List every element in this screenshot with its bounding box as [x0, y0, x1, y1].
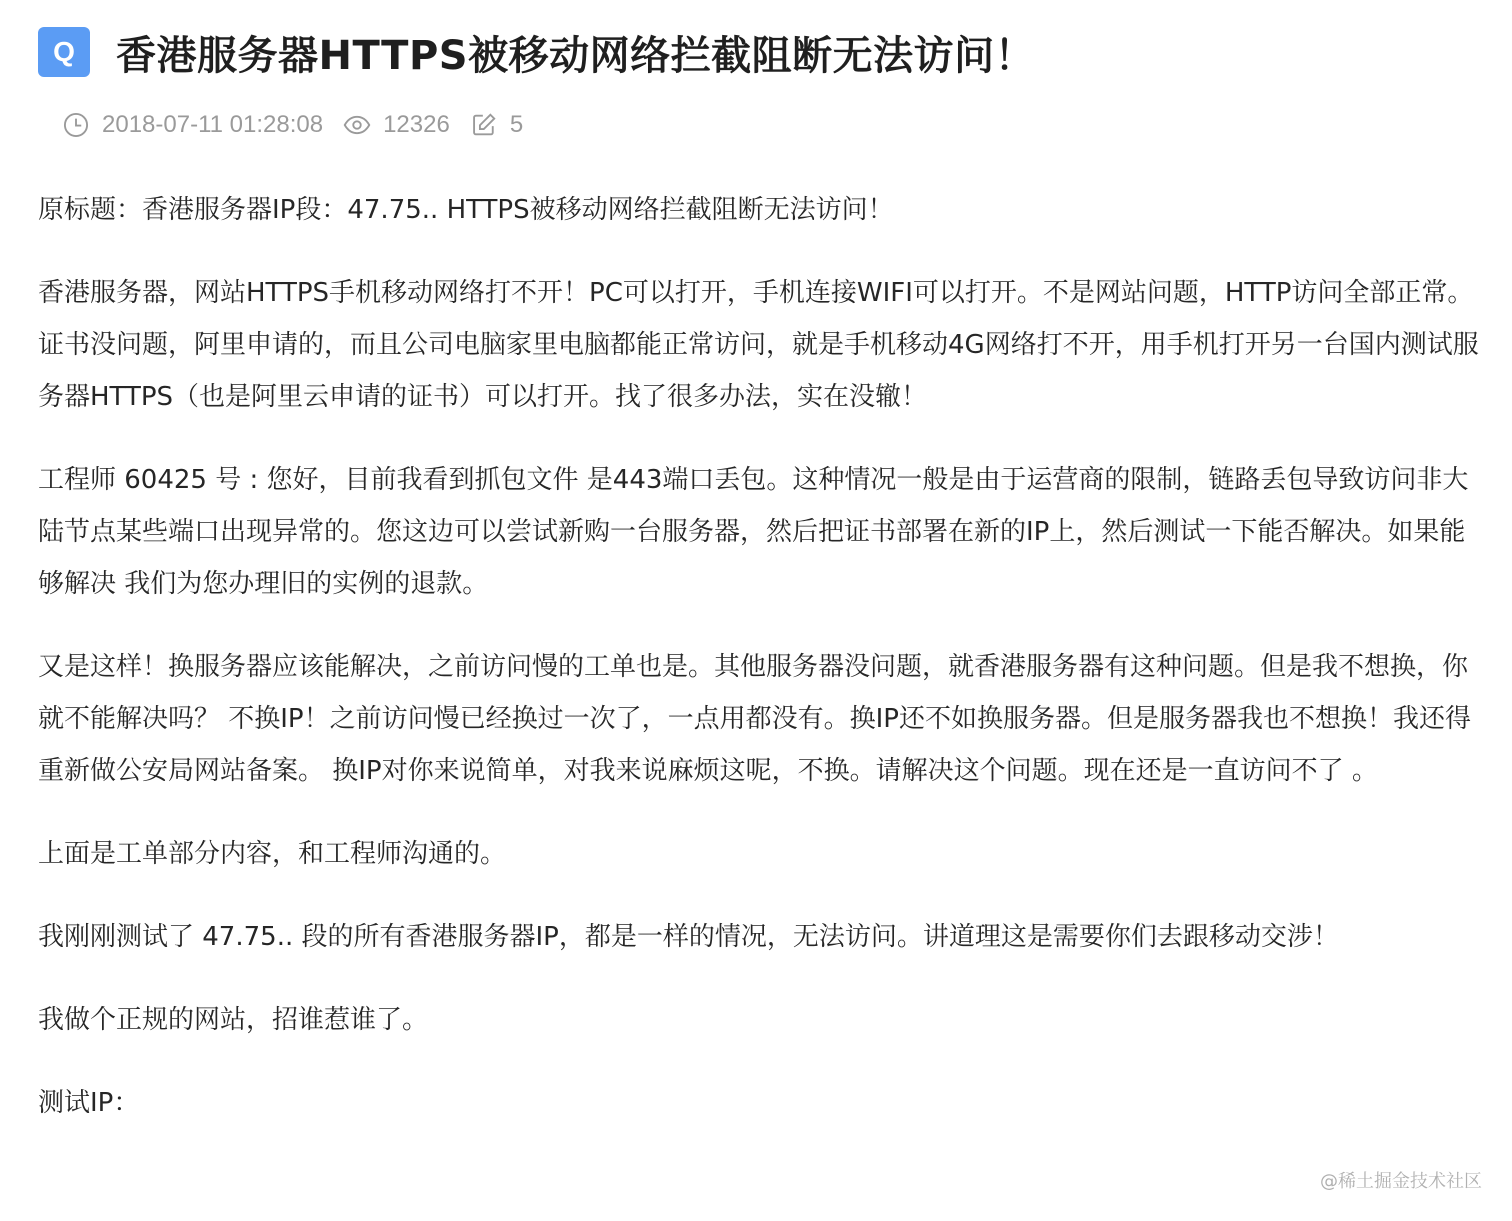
datetime-text: 2018-07-11 01:28:08 [102, 111, 324, 138]
clock-icon [62, 111, 90, 139]
paragraph-user-response: 又是这样！换服务器应该能解决，之前访问慢的工单也是。其他服务器没问题，就香港服务器有这种问题。但是我不想换，你就不能解决吗？ 不换IP！之前访问慢已经换过一次了，一点用都没有。换IP还不如换服务器。但是服务器我也不想换！我还得重新做公安局网站备案。 换IP对你来说简单，对我来说麻烦这呢，不换。请解决这个问题。现在还是一直访问不了 。 [38, 652, 1471, 786]
paragraph-test-result: 我刚刚测试了 47.75.. 段的所有香港服务器IP，都是一样的情况，无法访问。讲道理这是需要你们去跟移动交涉！ [38, 922, 1339, 952]
question-header [38, 24, 1492, 80]
question-body [38, 184, 1488, 1160]
question-meta [62, 106, 543, 144]
paragraph-complaint: 我做个正规的网站，招谁惹谁了。 [38, 1005, 429, 1035]
meta-datetime [62, 111, 323, 139]
edits-count: 5 [509, 111, 524, 138]
views-count: 12326 [383, 111, 450, 138]
question-badge: Q [38, 27, 90, 77]
paragraph-engineer-reply: 工程师 60425 号 : 您好，目前我看到抓包文件 是443端口丢包。这种情况一般是由于运营商的限制，链路丢包导致访问非大陆节点某些端口出现异常的。您这边可以尝试新购一台服务器，然后把证书部署在新的IP上，然后测试一下能否解决。如果能够解决 我们为您办理旧的实例的退款。 [38, 465, 1469, 599]
paragraph-test-ip: 测试IP： [38, 1088, 140, 1118]
page-title: 香港服务器HTTPS被移动网络拦截阻断无法访问！ [116, 32, 1036, 79]
meta-views [343, 111, 450, 139]
paragraph-problem: 香港服务器，网站HTTPS手机移动网络打不开！PC可以打开，手机连接WIFI可以打开。不是网站问题，HTTP访问全部正常。证书没问题，阿里申请的，而且公司电脑家里电脑都能正常访问，就是手机移动4G网络打不开，用手机打开另一台国内测试服务器HTTPS（也是阿里云申请的证书）可以打开。找了很多办法，实在没辙！ [38, 278, 1479, 412]
paragraph-ticket-note: 上面是工单部分内容，和工程师沟通的。 [38, 839, 507, 869]
watermark: @稀土掘金技术社区 [1320, 1171, 1482, 1192]
paragraph-original-title: 原标题：香港服务器IP段：47.75.. HTTPS被移动网络拦截阻断无法访问！ [38, 195, 894, 225]
eye-icon [343, 111, 371, 139]
edit-icon [470, 111, 498, 139]
meta-edits [470, 111, 523, 139]
